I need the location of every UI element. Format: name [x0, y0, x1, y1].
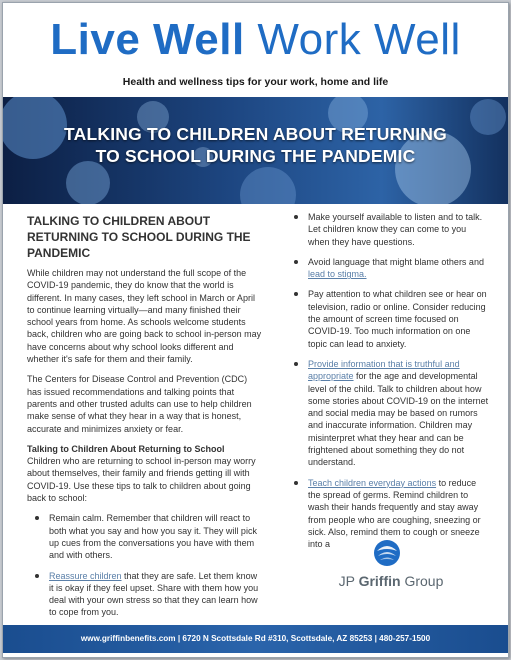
reassure-children-link[interactable]: Reassure children [49, 570, 122, 581]
footer-bar [3, 625, 508, 653]
masthead-title [3, 15, 508, 65]
masthead-title-light: Work Well [257, 15, 461, 64]
list-item [308, 358, 490, 469]
document-page [2, 2, 509, 658]
right-column [286, 211, 490, 558]
hero-title-line-2: TO SCHOOL DURING THE PANDEMIC [95, 146, 416, 166]
tagline: Health and wellness tips for your work, home and life [122, 76, 389, 88]
tips-intro-paragraph: Children who are returning to school in-person may worry about themselves, their family and friends getting ill with COVID-19. Use these tips to talk to children about going back to school: [27, 456, 256, 504]
logo-text-griffin: Griffin [358, 573, 401, 589]
list-item-text: Remain calm. Remember that children will react to both what you say and how you say it. They will pick up cues from the conversations you have with them and with others. [49, 513, 257, 561]
list-item [49, 512, 262, 561]
logo-text [331, 573, 451, 589]
footer-contact-text: www.griffinbenefits.com | 6720 N Scottsdale Rd #310, Scottsdale, AZ 85253 | 480-257-1500 [80, 634, 431, 643]
list-item-text: Pay attention to what children see or hear on television, radio or online. Consider reducing the amount of screen time focused on COVID-19. Too much information on one topic can lead to anxiety. [308, 289, 487, 349]
tips-list-left [27, 512, 262, 618]
globe-icon [373, 539, 401, 567]
list-item-text: that they are safe. Let them know it is okay if they feel upset. Share with them how you deal with your own stress so that they can learn how to cope from you. [49, 570, 259, 618]
logo-text-jp: JP [338, 573, 359, 589]
left-column [27, 213, 262, 627]
list-item-text: Avoid language that might blame others and [308, 256, 484, 267]
list-item [49, 570, 262, 619]
list-item-text: to reduce the spread of germs. Remind children to wash their hands frequently and stay away from people who are coughing, sneezing or sick. Also, remind them to cough or sneeze into a [308, 477, 481, 550]
tips-list-right [286, 211, 490, 550]
everyday-actions-link[interactable]: Teach children everyday actions [308, 477, 437, 488]
company-logo [331, 539, 451, 595]
list-item-text: for the age and developmental level of the child. Talk to children about how some stories about COVID-19 on the internet and social media may be based on rumors and inaccurate information. Children may misinterpret what they hear and can be frightened about something they do not understand. [308, 371, 489, 468]
intro-paragraph: While children may not understand the full scope of the COVID-19 pandemic, they do know that the world is different. In many cases, they left school in March or April to continue learning virtually—and many finished their school years from home. As schools welcome students back, children who are going back to school in-person may have concerns about why school looks different and whether it's safe for them and their family. [27, 268, 262, 365]
section-heading: TALKING TO CHILDREN ABOUT RETURNING TO SCHOOL DURING THE PANDEMIC [27, 214, 251, 260]
list-item [308, 256, 490, 281]
masthead-title-bold: Live Well [50, 15, 245, 64]
list-item-text: Make yourself available to listen and to talk. Let children know they can come to you when they have questions. [308, 212, 483, 247]
hero-banner [3, 97, 508, 204]
cdc-paragraph: The Centers for Disease Control and Prevention (CDC) has issued recommendations and talking points that parents and other trusted adults can use to help children make sense of what they hear in a way that is honest, accurate and minimizes anxiety or fear. [27, 374, 252, 434]
logo-text-group: Group [400, 573, 444, 589]
list-item [308, 211, 490, 248]
subsection-heading: Talking to Children About Returning to School [27, 443, 225, 454]
lead-to-stigma-link[interactable]: lead to stigma. [308, 269, 367, 280]
list-item [308, 288, 490, 349]
hero-title [3, 123, 508, 167]
hero-title-line-1: TALKING TO CHILDREN ABOUT RETURNING [64, 124, 447, 144]
truthful-information-link[interactable]: Provide information that is truthful and appropriate [308, 358, 460, 382]
